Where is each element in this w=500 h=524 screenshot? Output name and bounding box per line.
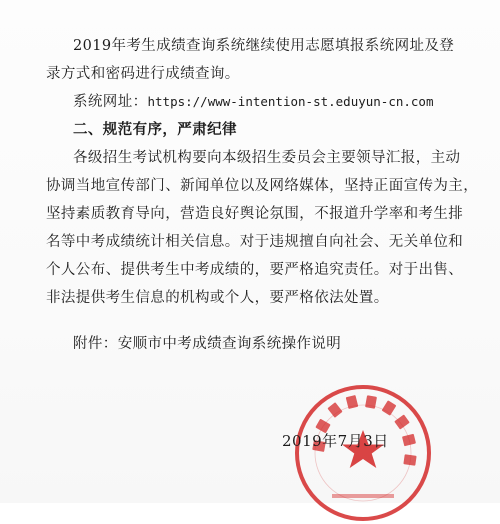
para2-line2: 协调当地宣传部门、新闻单位以及网络媒体，坚持正面宣传为主， — [46, 178, 479, 194]
attachment-line: 附件：安顺市中考成绩查询系统操作说明 — [73, 336, 342, 352]
system-url-link: https://www-intention-st.eduyun-cn.com — [147, 94, 434, 109]
para1-line1: 2019年考生成绩查询系统继续使用志愿填报系统网址及登 — [73, 38, 455, 54]
para2-line4: 名等中考成绩统计相关信息。对于违规擅自向社会、无关单位和 — [46, 234, 464, 250]
para2-line6: 非法提供考生信息的机构或个人，要严格依法处置。 — [46, 290, 389, 306]
system-url-line — [73, 92, 470, 112]
system-url-label: 系统网址： — [73, 94, 148, 110]
para2-line1: 各级招生考试机构要向本级招生委员会主要领导汇报，主动 — [73, 150, 461, 166]
seal-serial-number-mark — [332, 494, 394, 498]
section2-heading: 二、规范有序，严肃纪律 — [73, 121, 237, 138]
para1-line2: 录方式和密码进行成绩查询。 — [46, 66, 240, 82]
para2-line3: 坚持素质教育导向，营造良好舆论氛围，不报道升学率和考生排 — [46, 206, 464, 222]
para2-line5: 个人公布、提供考生中考成绩的，要严格追究责任。对于出售、 — [46, 262, 464, 278]
document-date: 2019年7月3日 — [282, 432, 389, 450]
